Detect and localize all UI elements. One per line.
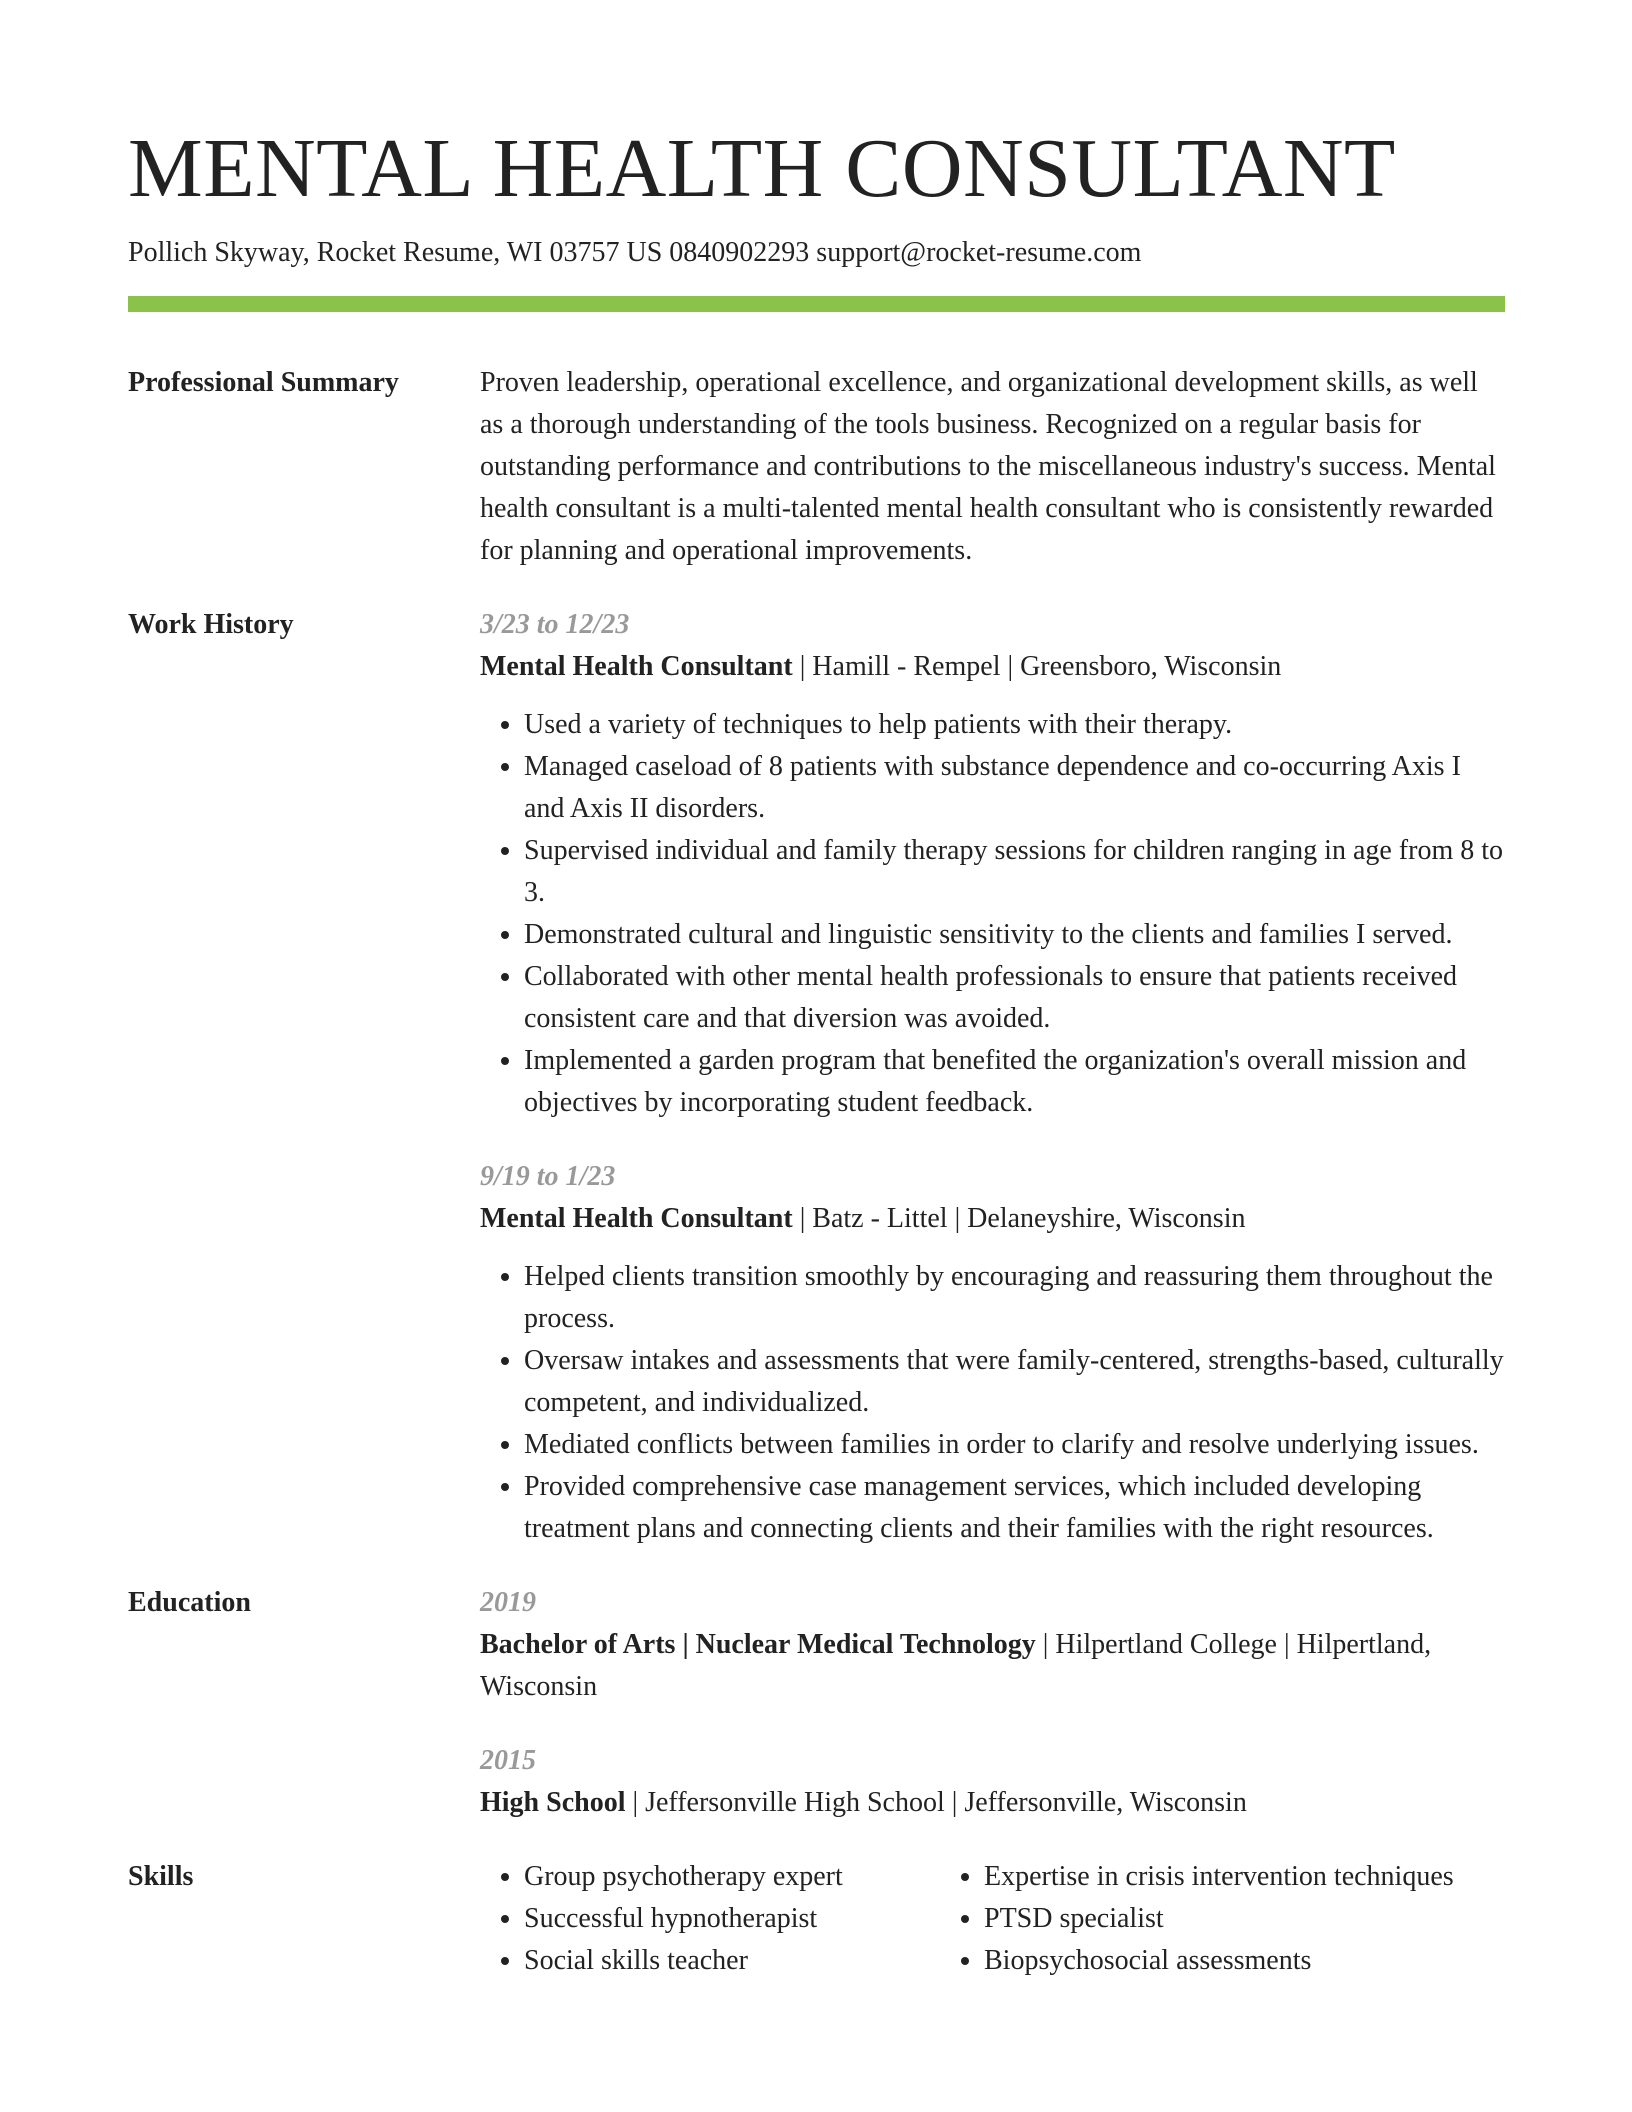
job-duty: • Managed caseload of 8 patients with substance dependence and co-occurring Axis I and Axis II disorders. <box>524 746 1505 830</box>
summary-text: Proven leadership, operational excellence, and organizational development skills, as well as a thorough understanding of the tools business. Recognized on a regular basis for outstanding performance and contributions to the miscellaneous industry's success. Mental health consultant is a multi-talented mental health consultant who is consistently rewarded for planning and operational improvements. <box>480 367 1496 566</box>
education-school-location: | Hilpertland College | Hilpertland, Wisconsin <box>480 1629 1432 1702</box>
job-role: Mental Health Consultant <box>480 1203 793 1234</box>
skill-item: • Social skills teacher <box>524 1940 940 1982</box>
work-history-heading: Work History <box>128 609 294 640</box>
job-duty: • Demonstrated cultural and linguistic sensitivity to the clients and families I served. <box>524 914 1505 956</box>
summary-section <box>128 362 1505 572</box>
job-title-line <box>480 646 1505 688</box>
education-degree: High School <box>480 1787 626 1818</box>
job-duty: • Used a variety of techniques to help patients with their therapy. <box>524 704 1505 746</box>
education-year: 2019 <box>480 1587 536 1618</box>
job-entry <box>480 1156 1505 1550</box>
education-heading: Education <box>128 1587 251 1618</box>
header-divider <box>128 296 1505 312</box>
education-school-location: | Jeffersonville High School | Jeffersonville, Wisconsin <box>625 1787 1247 1818</box>
job-duty: • Mediated conflicts between families in order to clarify and resolve underlying issues. <box>524 1424 1505 1466</box>
job-duty: • Supervised individual and family therapy sessions for children ranging in age from 8 to 3. <box>524 830 1505 914</box>
job-duty: • Oversaw intakes and assessments that were family-centered, strengths-based, culturally competent, and individualized. <box>524 1340 1505 1424</box>
skill-item: • Group psychotherapy expert <box>524 1856 940 1898</box>
skills-section <box>128 1856 1505 1982</box>
skill-item: • Biopsychosocial assessments <box>984 1940 1460 1982</box>
education-body <box>480 1582 1505 1824</box>
skill-item: • PTSD specialist <box>984 1898 1460 1940</box>
skills-heading: Skills <box>128 1861 194 1892</box>
education-section <box>128 1582 1505 1824</box>
skills-body <box>480 1856 1505 1982</box>
job-duties-list <box>480 704 1505 1124</box>
skills-list-left <box>480 1856 940 1982</box>
work-history-section <box>128 604 1505 1550</box>
job-duty: • Implemented a garden program that benefited the organization's overall mission and objectives by incorporating student feedback. <box>524 1040 1505 1124</box>
skill-item: • Expertise in crisis intervention techniques <box>984 1856 1460 1898</box>
job-duty: • Provided comprehensive case management services, which included developing treatment plans and connecting clients and their families with the right resources. <box>524 1466 1505 1550</box>
job-employer-location: | Hamill - Rempel | Greensboro, Wisconsin <box>792 651 1282 682</box>
education-year: 2015 <box>480 1745 536 1776</box>
education-line <box>480 1624 1505 1708</box>
job-employer-location: | Batz - Littel | Delaneyshire, Wisconsin <box>792 1203 1246 1234</box>
summary-heading: Professional Summary <box>128 367 399 398</box>
education-entry <box>480 1740 1505 1824</box>
job-role: Mental Health Consultant <box>480 651 793 682</box>
job-title-line <box>480 1198 1505 1240</box>
resume-title: MENTAL HEALTH CONSULTANT <box>128 122 1396 215</box>
job-duty: • Collaborated with other mental health professionals to ensure that patients received consistent care and that diversion was avoided. <box>524 956 1505 1040</box>
job-duty: • Helped clients transition smoothly by encouraging and reassuring them throughout the process. <box>524 1256 1505 1340</box>
resume-page <box>128 0 1505 1982</box>
job-entry <box>480 604 1505 1124</box>
contact-line: Pollich Skyway, Rocket Resume, WI 03757 US 0840902293 support@rocket-resume.com <box>128 237 1142 268</box>
education-line <box>480 1782 1505 1824</box>
job-duties-list <box>480 1256 1505 1550</box>
education-entry <box>480 1582 1505 1708</box>
job-dates: 3/23 to 12/23 <box>480 609 630 640</box>
work-history-body <box>480 604 1505 1550</box>
skills-columns <box>480 1856 1505 1982</box>
education-degree: Bachelor of Arts | Nuclear Medical Technology <box>480 1629 1036 1660</box>
skill-item: • Successful hypnotherapist <box>524 1898 940 1940</box>
job-dates: 9/19 to 1/23 <box>480 1161 616 1192</box>
skills-list-right <box>940 1856 1460 1982</box>
